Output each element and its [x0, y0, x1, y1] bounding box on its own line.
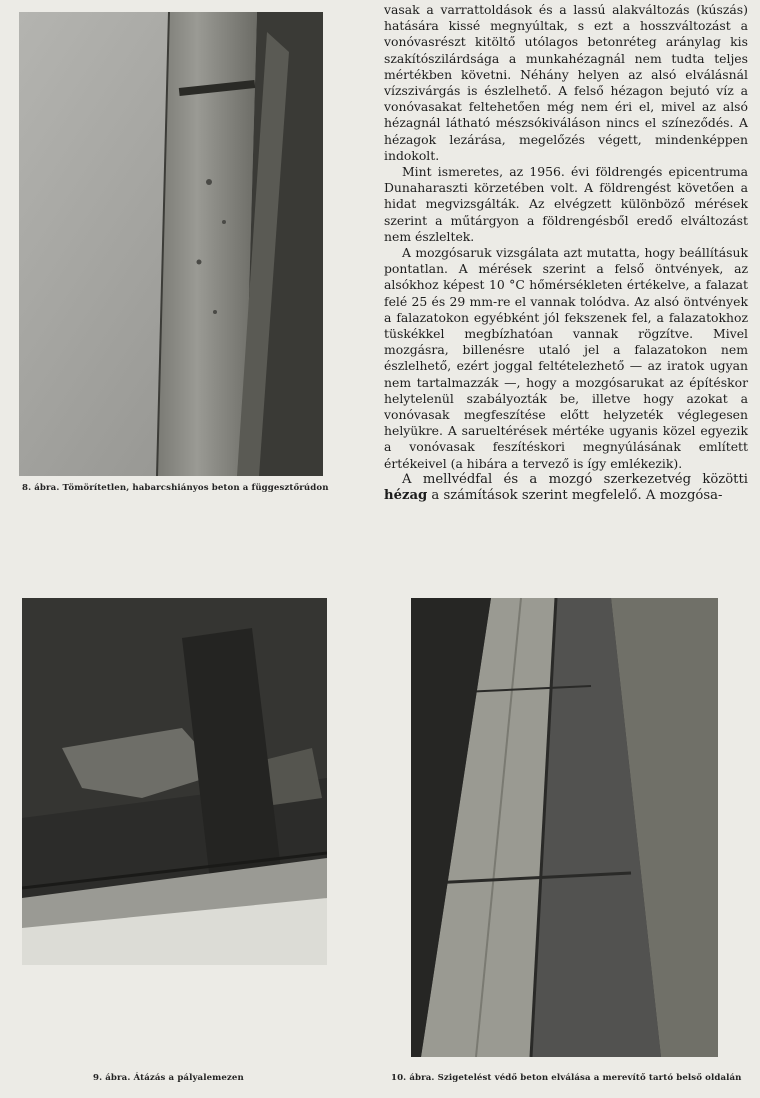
- body-text-column: [384, 2, 748, 504]
- paragraph-2: Mint ismeretes, az 1956. évi földrengés epicentruma Dunaharaszti körzetében volt. A földrengést követően a hidat megvizsgálták. Az elvégzett különböző mérések szerint a műtárgyon a földrengésből eredő elváltozást nem észleltek.: [384, 164, 748, 244]
- figure-9-photo: [22, 598, 327, 965]
- figure-8-photo: [19, 12, 323, 476]
- paragraph-3: A mozgósaruk vizsgálata azt mutatta, hogy beállításuk pontatlan. A mérések szerint a felső öntvények, az alsókhoz képest 10 °C hőmérsékleten értékelve, a falazat felé 25 és 29 mm-re el vannak tolódva. Az alsó öntvények a falazatokon egyébként jól fekszenek fel, a falazatokhoz tüskékkel megbízhatóan vannak rögzítve. Mivel mozgásra, billenésre utaló jel a falazatokon nem észlelhető, ezért joggal feltételezhető — az iratok ugyan nem tartalmazzák —, hogy a mozgósarukat az építéskor helytelenül szabályozták be, illetve hogy azokat a vonóvasak megfeszítése előtt helyzeték véglegesen helyükre. A sarueltérések mértéke ugyanis közel egyezik a vonóvasak feszítéskori megnyúlásának említett értékeivel (a hibára a tervező is így emlékezik).: [384, 245, 748, 471]
- paragraph-1: vasak a varrattoldások és a lassú alakváltozás (kúszás) hatására kissé megnyúltak, s ezt a hosszváltozást a vonóvasrészt kitöltő utólagos betonréteg aránylag kis szakítószilárdsága a munkahézagnál nem tudta teljes mértékben követni. Néhány helyen az alsó elválásnál vízszivárgás is észlelhető. A felső hézagon bejutó víz a vonóvasakat feltehetően még nem éri el, mivel az alsó hézagnál látható mészsókiváláson nincs el színeződés. A hézagok lezárása, megelőzés végett, mindenképpen indokolt.: [384, 2, 748, 163]
- figure-10-caption: 10. ábra. Szigetelést védő beton elválása a merevítő tartó belső oldalán: [391, 1073, 742, 1083]
- paragraph-4-end: a számítások szerint megfelelő. A mozgósa-: [427, 488, 723, 504]
- figure-9-caption: 9. ábra. Átázás a pályalemezen: [93, 1073, 244, 1083]
- paragraph-4-start: A mellvédfal és a mozgó szerkezetvég közötti: [402, 471, 748, 487]
- keyword-hezag: hézag: [384, 488, 428, 504]
- paragraph-4: [384, 472, 748, 504]
- figure-8-caption: 8. ábra. Tömörítetlen, habarcshiányos beton a függesztőrúdon: [22, 483, 329, 493]
- figure-10-photo: [411, 598, 718, 1057]
